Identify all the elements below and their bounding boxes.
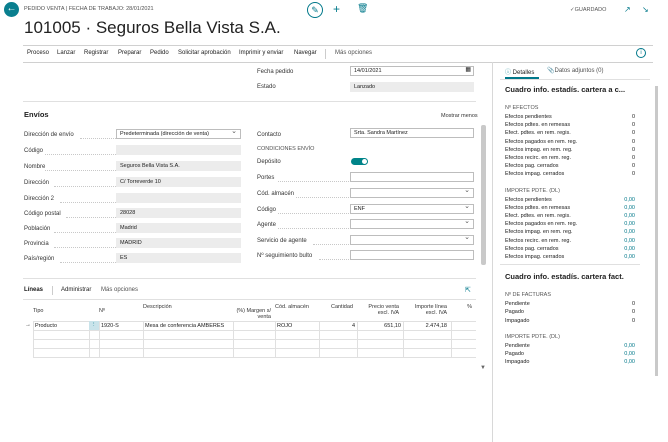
- cue-item-value[interactable]: 0: [631, 130, 635, 137]
- leader-dots: [80, 138, 118, 139]
- cue-item-label: Pendiente: [505, 301, 530, 308]
- leader-dots: [278, 181, 349, 182]
- cue-item-label: Efectos impag. cerrados: [505, 254, 565, 260]
- leader-dots: [54, 232, 118, 233]
- tab-administrar[interactable]: Administrar: [61, 287, 92, 293]
- action-more-options[interactable]: Más opciones: [335, 50, 373, 56]
- cue-item-label: Efectos recirc. en rem. reg.: [505, 237, 572, 244]
- envios-condition-input[interactable]: [350, 250, 474, 260]
- line-cell-qty[interactable]: 4: [351, 323, 355, 329]
- line-cell-price[interactable]: 651,10: [384, 323, 401, 329]
- cue-item-value[interactable]: 0,00: [624, 342, 635, 349]
- column-header[interactable]: Cód. almacén: [275, 304, 309, 310]
- cue-item-value[interactable]: 0,00: [624, 351, 635, 357]
- leader-dots: [313, 244, 349, 245]
- grid-line: [451, 321, 452, 357]
- cue-title[interactable]: Cuadro info. estadís. cartera fact.: [505, 272, 624, 282]
- grid-line: [233, 321, 234, 357]
- tab-more-options[interactable]: Más opciones: [101, 287, 139, 293]
- cue-item-value[interactable]: 0: [631, 163, 635, 170]
- ellipsis-icon[interactable]: ⋮: [91, 322, 97, 328]
- cue-item-value[interactable]: 0,00: [624, 196, 635, 203]
- separator: [52, 286, 53, 295]
- envios-title[interactable]: Envíos: [24, 110, 49, 119]
- cue-group-title: Nº DE FACTURAS: [505, 292, 552, 299]
- collapse-icon[interactable]: ↘: [642, 5, 649, 14]
- line-cell-amount[interactable]: 2.474,18: [425, 323, 447, 329]
- lines-grid: [23, 303, 476, 365]
- status-field: Lanzado: [350, 82, 474, 92]
- column-header[interactable]: Nº: [99, 308, 105, 314]
- grid-line: [33, 321, 34, 357]
- cue-item-value[interactable]: 0,00: [624, 213, 635, 219]
- envios-field-label: Dirección: [24, 180, 50, 186]
- saved-status: ✓GUARDADO: [570, 7, 607, 13]
- column-header[interactable]: (%) Margen s/ venta: [236, 308, 271, 320]
- leader-dots: [66, 217, 118, 218]
- cue-item-label: Efectos pendientes: [505, 196, 552, 203]
- action-bar: [27, 50, 652, 59]
- cue-item-value[interactable]: 0,00: [624, 359, 635, 366]
- envios-condition-input[interactable]: [350, 235, 474, 245]
- leader-dots: [278, 213, 349, 214]
- action-proceso[interactable]: Proceso: [27, 50, 50, 56]
- cue-item-label: Pagado: [505, 309, 524, 316]
- envios-field-label: Código: [24, 148, 44, 154]
- row-arrow-icon: →: [25, 322, 31, 328]
- envios-condition-label: Agente: [257, 222, 277, 228]
- cue-item-label: Pagado: [505, 351, 524, 357]
- column-header[interactable]: Tipo: [33, 308, 44, 314]
- divider: [23, 45, 653, 46]
- attachment-icon: 📎: [547, 68, 555, 74]
- cue-item-value[interactable]: 0: [631, 122, 635, 129]
- cue-item-label: Efectos pagados en rem. reg.: [505, 221, 578, 228]
- cue-item-label: Efectos impag. cerrados: [505, 171, 565, 178]
- grid-line: [99, 321, 100, 357]
- action-solicitar-aprobacion[interactable]: Solicitar aprobación: [178, 50, 231, 56]
- envios-condition-input[interactable]: [350, 188, 474, 198]
- cue-item-label: Efectos pendientes: [505, 114, 552, 120]
- contact-input[interactable]: Srta. Sandra Martínez: [350, 128, 474, 138]
- info-icon[interactable]: i: [636, 48, 646, 58]
- cue-item-value[interactable]: 0: [631, 114, 635, 120]
- grid-line: [143, 321, 144, 357]
- info-icon: ⓘ: [505, 70, 513, 76]
- envios-field-label: País/región: [24, 256, 55, 262]
- action-registrar[interactable]: Registrar: [84, 50, 109, 56]
- cue-group-title: IMPORTE PDTE. (DL): [505, 333, 560, 340]
- envios-field-label: Dirección de envío: [24, 132, 74, 138]
- deposito-toggle[interactable]: [351, 158, 368, 165]
- tab-lineas[interactable]: Líneas: [24, 287, 44, 293]
- lines-tabs: [24, 287, 43, 293]
- envios-field-label: Dirección 2: [24, 196, 55, 202]
- divider: [492, 62, 493, 442]
- main-scrollbar[interactable]: [481, 125, 486, 265]
- line-cell-type[interactable]: Producto: [35, 323, 58, 329]
- envios-condition-input[interactable]: [350, 219, 474, 229]
- order-date-input[interactable]: 14/01/2021 ▦: [350, 66, 474, 76]
- envios-condition-label: Nº seguimiento bulto: [257, 253, 313, 259]
- check-icon: ✓: [570, 7, 575, 13]
- cue-item-label: Impagado: [505, 359, 530, 366]
- cue-title[interactable]: Cuadro info. estadís. cartera a c...: [505, 85, 626, 94]
- action-lanzar[interactable]: Lanzar: [57, 50, 76, 56]
- column-header[interactable]: Importe línea excl. IVA: [414, 304, 447, 316]
- expand-lines-icon[interactable]: ⇱: [465, 287, 471, 294]
- envios-field-value: ES: [116, 253, 241, 263]
- cue-item-label: Efectos impag. en rem. reg.: [505, 146, 573, 153]
- leader-dots: [60, 262, 118, 263]
- status-label: Estado: [257, 84, 276, 90]
- envios-field-value: MADRID: [116, 238, 241, 248]
- envios-field-value: Seguros Bella Vista S.A.: [116, 161, 241, 171]
- divider: [23, 101, 476, 102]
- cue-group-title: Nº EFECTOS: [505, 105, 539, 111]
- page-title: 101005 · Seguros Bella Vista S.A.: [24, 18, 281, 37]
- open-new-window-icon[interactable]: ↗: [624, 5, 631, 14]
- cue-item-value[interactable]: 0: [631, 155, 635, 161]
- leader-dots: [45, 170, 118, 171]
- cue-item-value[interactable]: 0,00: [624, 245, 635, 252]
- grid-line: [275, 321, 276, 357]
- envios-condition-label: Código: [257, 207, 277, 213]
- cue-item-label: Efectos pag. cerrados: [505, 163, 559, 170]
- divider: [23, 62, 653, 63]
- separator: [325, 49, 326, 59]
- cue-item-label: Efectos pagados en rem. reg.: [505, 138, 578, 145]
- column-header[interactable]: Cantidad: [330, 304, 353, 310]
- cue-item-label: Efectos pdtes. en remesas: [505, 204, 571, 211]
- cue-item-label: Efectos impag. en rem. reg.: [505, 229, 573, 236]
- envios-field-label: Nombre: [24, 164, 46, 170]
- envios-condition-label: Portes: [257, 175, 275, 181]
- divider: [23, 278, 476, 279]
- delete-icon[interactable]: 🗑: [357, 3, 369, 13]
- factbox-scrollbar[interactable]: [655, 86, 658, 376]
- envios-condition-input[interactable]: ENF ⌄: [350, 204, 474, 214]
- leader-dots: [54, 186, 118, 187]
- leader-dots: [278, 228, 349, 229]
- cue-item-label: Efect. pdtes. en rem. regis.: [505, 213, 571, 219]
- action-imprimir-enviar[interactable]: Imprimir y enviar: [239, 50, 284, 56]
- scroll-down-icon[interactable]: ▼: [480, 365, 486, 371]
- divider: [500, 79, 650, 80]
- show-less-link[interactable]: Mostrar menos: [441, 113, 478, 119]
- envios-field-value[interactable]: [116, 145, 241, 155]
- line-cell-no[interactable]: 1920-S: [101, 323, 119, 329]
- divider: [500, 264, 640, 265]
- breadcrumb: PEDIDO VENTA | FECHA DE TRABAJO: 28/01/2021: [24, 6, 154, 12]
- cue-item-label: Efectos recirc. en rem. reg.: [505, 155, 572, 161]
- order-date-label: Fecha pedido: [257, 69, 294, 75]
- envios-field-label: Código postal: [24, 211, 61, 217]
- action-pedido[interactable]: Pedido: [150, 50, 169, 56]
- cue-item-label: Impagado: [505, 317, 530, 324]
- envios-field-value[interactable]: Predeterminada (dirección de venta) ⌄: [116, 129, 241, 139]
- cue-item-label: Efectos pag. cerrados: [505, 245, 559, 252]
- conditions-title: CONDICIONES ENVÍO: [257, 146, 315, 152]
- leader-dots: [54, 247, 118, 248]
- leader-dots: [60, 202, 118, 203]
- cue-item-value[interactable]: 0: [631, 138, 635, 145]
- column-header[interactable]: Descripción: [143, 304, 172, 310]
- envios-field-label: Provincia: [24, 241, 49, 247]
- contact-label: Contacto: [257, 132, 282, 138]
- envios-field-label: Población: [24, 226, 51, 232]
- cue-item-value[interactable]: 0: [631, 309, 635, 316]
- cue-item-value[interactable]: 0: [631, 301, 635, 308]
- leader-dots: [296, 197, 349, 198]
- line-cell-desc[interactable]: Mesa de conferencia AMBERES: [145, 323, 225, 329]
- cue-item-value[interactable]: 0,00: [624, 204, 635, 211]
- back-button[interactable]: ←: [4, 2, 19, 17]
- divider: [23, 299, 476, 300]
- factbox-tab-adjuntos[interactable]: 📎Datos adjuntos (0): [547, 68, 604, 74]
- cue-item-value[interactable]: 0,00: [624, 237, 635, 244]
- action-preparar[interactable]: Preparar: [118, 50, 142, 56]
- cue-item-value[interactable]: 0: [631, 317, 635, 324]
- line-cell-location[interactable]: ROJO: [277, 323, 293, 329]
- envios-condition-label: Cód. almacén: [257, 191, 295, 197]
- envios-field-value: 28028: [116, 208, 241, 218]
- envios-field-value: [116, 193, 241, 203]
- action-navegar[interactable]: Navegar: [294, 50, 317, 56]
- column-header[interactable]: %: [467, 304, 472, 310]
- envios-field-value: C/ Torreverde 10: [116, 177, 241, 187]
- calendar-icon[interactable]: ▦: [465, 67, 471, 73]
- grid-line: [33, 357, 476, 358]
- cue-item-value[interactable]: 0: [631, 146, 635, 153]
- envios-condition-label: Servicio de agente: [257, 238, 307, 244]
- factbox-tab-detalles[interactable]: ⓘ Detalles: [505, 70, 535, 76]
- envios-field-value: Madrid: [116, 223, 241, 233]
- cue-item-label: Pendiente: [505, 342, 530, 349]
- cue-item-value[interactable]: 0: [631, 171, 635, 178]
- cue-item-value[interactable]: 0,00: [624, 221, 635, 228]
- leader-dots: [319, 259, 349, 260]
- cue-item-label: Efect. pdtes. en rem. regis.: [505, 130, 571, 137]
- column-header[interactable]: Precio venta excl. IVA: [368, 304, 399, 316]
- envios-condition-input[interactable]: [350, 172, 474, 182]
- cue-group-title: IMPORTE PDTE. (DL): [505, 187, 560, 194]
- cue-item-value[interactable]: 0,00: [624, 229, 635, 236]
- cue-item-value[interactable]: 0,00: [624, 254, 635, 260]
- leader-dots: [45, 154, 118, 155]
- add-icon[interactable]: +: [333, 2, 341, 16]
- cue-item-label: Efectos pdtes. en remesas: [505, 122, 571, 129]
- deposito-label: Depósito: [257, 159, 281, 165]
- edit-icon[interactable]: ✎: [307, 2, 323, 18]
